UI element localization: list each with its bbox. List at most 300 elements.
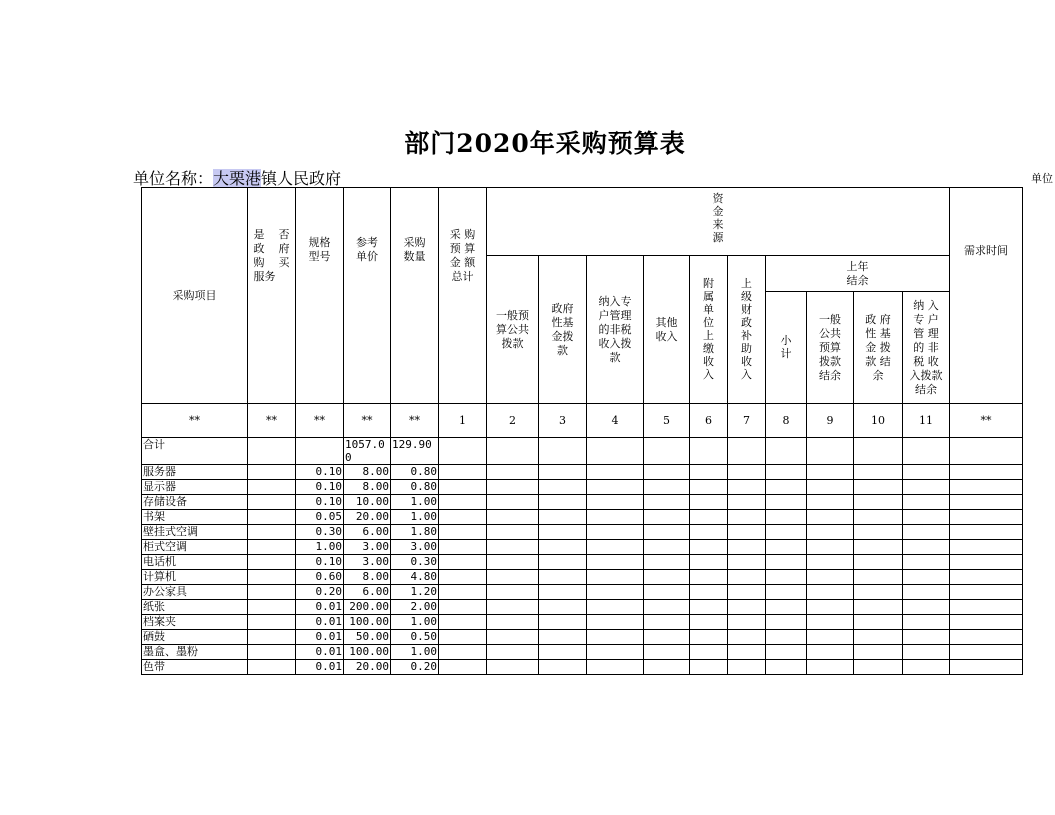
index-cell: 9 — [807, 404, 854, 438]
cell-item: 服务器 — [142, 465, 248, 480]
cell-empty — [587, 495, 644, 510]
cell-empty — [690, 630, 728, 645]
cell-empty — [539, 540, 587, 555]
index-cell: ** — [344, 404, 391, 438]
cell-empty — [903, 480, 950, 495]
cell-quantity: 4.80 — [391, 570, 439, 585]
header-spec: 规格型号 — [296, 188, 344, 404]
cell-quantity: 1.20 — [391, 585, 439, 600]
header-non-tax: 纳入专户管理的非税收入拨款 — [587, 256, 644, 404]
cell-empty — [766, 510, 807, 525]
cell-empty — [644, 615, 690, 630]
currency-unit-label: 单位 — [1031, 172, 1053, 185]
cell-empty — [854, 615, 903, 630]
procurement-budget-table — [141, 187, 1023, 675]
cell-spec: 0.01 — [296, 645, 344, 660]
cell-empty — [644, 585, 690, 600]
cell-quantity: 1.00 — [391, 645, 439, 660]
cell-empty — [439, 630, 487, 645]
index-cell: ** — [142, 404, 248, 438]
cell-empty — [644, 600, 690, 615]
cell-empty — [728, 525, 766, 540]
cell-empty — [439, 615, 487, 630]
cell-empty — [539, 570, 587, 585]
cell-empty — [854, 465, 903, 480]
table-row — [142, 585, 1023, 600]
table-row — [142, 540, 1023, 555]
header-superior-subsidy: 上级财政补助收入 — [728, 256, 766, 404]
cell-empty — [807, 630, 854, 645]
cell-empty — [690, 585, 728, 600]
cell-empty — [539, 438, 587, 465]
cell-empty — [539, 510, 587, 525]
header-funding-source: 资金来源 — [487, 188, 950, 256]
cell-empty — [903, 600, 950, 615]
cell-empty — [950, 600, 1023, 615]
cell-empty — [728, 600, 766, 615]
cell-empty — [487, 570, 539, 585]
cell-empty — [690, 480, 728, 495]
header-unit-price: 参考单价 — [344, 188, 391, 404]
cell-empty — [950, 480, 1023, 495]
cell-unit-price: 50.00 — [344, 630, 391, 645]
cell-empty — [644, 510, 690, 525]
cell-empty — [539, 480, 587, 495]
cell-empty — [487, 585, 539, 600]
index-cell: ** — [950, 404, 1023, 438]
index-cell: 2 — [487, 404, 539, 438]
cell-empty — [487, 645, 539, 660]
cell-empty — [487, 510, 539, 525]
cell-unit-price: 20.00 — [344, 660, 391, 675]
cell-empty — [587, 660, 644, 675]
cell-unit-price: 100.00 — [344, 615, 391, 630]
cell-empty — [690, 570, 728, 585]
cell-empty — [439, 465, 487, 480]
cell-empty — [854, 585, 903, 600]
cell-item: 合计 — [142, 438, 248, 465]
index-cell: 8 — [766, 404, 807, 438]
cell-item: 硒鼓 — [142, 630, 248, 645]
cell-empty — [950, 525, 1023, 540]
cell-empty — [539, 465, 587, 480]
index-cell: ** — [248, 404, 296, 438]
index-cell: 1 — [439, 404, 487, 438]
cell-empty — [587, 645, 644, 660]
cell-item: 柜式空调 — [142, 540, 248, 555]
cell-empty — [728, 555, 766, 570]
cell-empty — [439, 555, 487, 570]
cell-empty — [690, 495, 728, 510]
cell-empty — [539, 645, 587, 660]
cell-empty — [728, 480, 766, 495]
cell-empty — [690, 600, 728, 615]
cell-empty — [903, 510, 950, 525]
cell-empty — [854, 600, 903, 615]
cell-unit-price: 6.00 — [344, 525, 391, 540]
cell-empty — [644, 495, 690, 510]
cell-empty — [903, 438, 950, 465]
cell-gov-service — [248, 555, 296, 570]
cell-empty — [587, 465, 644, 480]
cell-empty — [807, 660, 854, 675]
cell-empty — [690, 510, 728, 525]
cell-empty — [807, 510, 854, 525]
cell-item: 色带 — [142, 660, 248, 675]
cell-empty — [950, 615, 1023, 630]
index-cell: 6 — [690, 404, 728, 438]
cell-empty — [644, 465, 690, 480]
cell-spec: 0.01 — [296, 630, 344, 645]
cell-empty — [439, 570, 487, 585]
cell-empty — [487, 615, 539, 630]
table-row — [142, 555, 1023, 570]
cell-gov-service — [248, 660, 296, 675]
cell-quantity: 3.00 — [391, 540, 439, 555]
cell-gov-service — [248, 495, 296, 510]
cell-empty — [439, 438, 487, 465]
cell-empty — [487, 495, 539, 510]
table-row — [142, 495, 1023, 510]
cell-empty — [690, 615, 728, 630]
cell-empty — [539, 585, 587, 600]
cell-empty — [487, 630, 539, 645]
cell-empty — [587, 480, 644, 495]
cell-empty — [766, 525, 807, 540]
cell-empty — [728, 585, 766, 600]
cell-empty — [766, 495, 807, 510]
cell-empty — [487, 465, 539, 480]
cell-quantity: 1.80 — [391, 525, 439, 540]
cell-empty — [854, 495, 903, 510]
cell-empty — [539, 495, 587, 510]
cell-spec: 0.01 — [296, 600, 344, 615]
cell-unit-price: 8.00 — [344, 465, 391, 480]
cell-empty — [644, 570, 690, 585]
cell-empty — [728, 438, 766, 465]
cell-empty — [690, 438, 728, 465]
cell-item: 存储设备 — [142, 495, 248, 510]
table-row — [142, 525, 1023, 540]
cell-empty — [854, 525, 903, 540]
cell-empty — [854, 645, 903, 660]
cell-empty — [487, 555, 539, 570]
cell-empty — [766, 480, 807, 495]
cell-unit-price: 20.00 — [344, 510, 391, 525]
cell-empty — [644, 660, 690, 675]
cell-empty — [854, 630, 903, 645]
cell-gov-service — [248, 480, 296, 495]
cell-empty — [807, 585, 854, 600]
cell-spec: 0.10 — [296, 480, 344, 495]
cell-empty — [587, 555, 644, 570]
cell-empty — [854, 540, 903, 555]
index-cell: 7 — [728, 404, 766, 438]
cell-quantity: 0.20 — [391, 660, 439, 675]
cell-empty — [439, 480, 487, 495]
cell-empty — [807, 555, 854, 570]
cell-quantity: 1.00 — [391, 495, 439, 510]
index-cell: 10 — [854, 404, 903, 438]
cell-gov-service — [248, 600, 296, 615]
cell-empty — [766, 630, 807, 645]
cell-item: 计算机 — [142, 570, 248, 585]
cell-quantity: 0.80 — [391, 480, 439, 495]
cell-empty — [807, 495, 854, 510]
cell-unit-price: 3.00 — [344, 540, 391, 555]
cell-unit-price: 8.00 — [344, 480, 391, 495]
table-row — [142, 465, 1023, 480]
cell-empty — [728, 660, 766, 675]
cell-unit-price: 1057.00 — [344, 438, 391, 465]
cell-spec — [296, 438, 344, 465]
cell-empty — [487, 438, 539, 465]
cell-empty — [766, 540, 807, 555]
cell-empty — [439, 660, 487, 675]
cell-empty — [728, 510, 766, 525]
header-prior-general: 一般公共预算拨款结余 — [807, 292, 854, 404]
cell-spec: 0.10 — [296, 555, 344, 570]
cell-empty — [766, 645, 807, 660]
cell-empty — [644, 438, 690, 465]
cell-empty — [950, 585, 1023, 600]
cell-empty — [766, 585, 807, 600]
cell-unit-price: 6.00 — [344, 585, 391, 600]
cell-unit-price: 3.00 — [344, 555, 391, 570]
cell-empty — [766, 438, 807, 465]
cell-empty — [950, 540, 1023, 555]
cell-empty — [807, 540, 854, 555]
cell-item: 档案夹 — [142, 615, 248, 630]
table-row — [142, 615, 1023, 630]
cell-empty — [950, 555, 1023, 570]
cell-gov-service — [248, 645, 296, 660]
cell-empty — [854, 555, 903, 570]
cell-empty — [903, 630, 950, 645]
header-item: 采购项目 — [142, 188, 248, 404]
table-row — [142, 645, 1023, 660]
cell-quantity: 0.80 — [391, 465, 439, 480]
cell-gov-service — [248, 585, 296, 600]
cell-empty — [539, 555, 587, 570]
cell-empty — [903, 660, 950, 675]
unit-name-highlighted[interactable]: 大栗港 — [213, 169, 262, 188]
cell-quantity: 1.00 — [391, 615, 439, 630]
header-demand-time: 需求时间 — [950, 188, 1023, 404]
cell-gov-service — [248, 540, 296, 555]
cell-empty — [903, 555, 950, 570]
cell-empty — [728, 465, 766, 480]
table-row — [142, 480, 1023, 495]
table-row — [142, 570, 1023, 585]
cell-empty — [903, 540, 950, 555]
cell-gov-service — [248, 630, 296, 645]
cell-empty — [539, 660, 587, 675]
cell-empty — [728, 495, 766, 510]
cell-gov-service — [248, 570, 296, 585]
cell-empty — [807, 480, 854, 495]
cell-quantity: 0.50 — [391, 630, 439, 645]
index-cell: 4 — [587, 404, 644, 438]
cell-empty — [854, 570, 903, 585]
cell-empty — [903, 645, 950, 660]
cell-empty — [487, 480, 539, 495]
header-prior-gov-fund: 政 府 性 基 金 拨 款 结 余 — [854, 292, 903, 404]
cell-item: 纸张 — [142, 600, 248, 615]
header-quantity: 采购数量 — [391, 188, 439, 404]
cell-quantity: 129.90 — [391, 438, 439, 465]
cell-item: 书架 — [142, 510, 248, 525]
cell-unit-price: 200.00 — [344, 600, 391, 615]
cell-empty — [903, 585, 950, 600]
cell-empty — [439, 645, 487, 660]
cell-item: 壁挂式空调 — [142, 525, 248, 540]
cell-empty — [690, 465, 728, 480]
index-cell: 11 — [903, 404, 950, 438]
cell-empty — [728, 630, 766, 645]
cell-empty — [807, 600, 854, 615]
cell-item: 办公家具 — [142, 585, 248, 600]
cell-quantity: 2.00 — [391, 600, 439, 615]
index-cell: ** — [296, 404, 344, 438]
table-row — [142, 630, 1023, 645]
cell-empty — [950, 645, 1023, 660]
header-prior-non-tax: 纳 入 专 户 管 理 的 非 税 收 入拨款结余 — [903, 292, 950, 404]
index-cell: 5 — [644, 404, 690, 438]
cell-empty — [587, 615, 644, 630]
table-row — [142, 660, 1023, 675]
cell-empty — [644, 645, 690, 660]
cell-empty — [903, 615, 950, 630]
cell-empty — [587, 525, 644, 540]
total-row — [142, 438, 1023, 465]
cell-spec: 0.01 — [296, 660, 344, 675]
cell-empty — [766, 615, 807, 630]
unit-label: 单位名称： — [133, 169, 214, 188]
cell-spec: 0.60 — [296, 570, 344, 585]
cell-empty — [439, 510, 487, 525]
cell-empty — [854, 660, 903, 675]
cell-empty — [587, 630, 644, 645]
cell-empty — [487, 540, 539, 555]
cell-empty — [903, 525, 950, 540]
cell-empty — [807, 438, 854, 465]
cell-empty — [439, 540, 487, 555]
cell-empty — [950, 465, 1023, 480]
cell-empty — [903, 495, 950, 510]
cell-empty — [728, 540, 766, 555]
cell-empty — [587, 438, 644, 465]
cell-spec: 0.10 — [296, 465, 344, 480]
cell-gov-service — [248, 510, 296, 525]
cell-quantity: 0.30 — [391, 555, 439, 570]
cell-empty — [950, 495, 1023, 510]
cell-unit-price: 10.00 — [344, 495, 391, 510]
cell-unit-price: 8.00 — [344, 570, 391, 585]
cell-empty — [690, 540, 728, 555]
cell-empty — [644, 525, 690, 540]
cell-item: 电话机 — [142, 555, 248, 570]
cell-empty — [903, 465, 950, 480]
cell-spec: 0.20 — [296, 585, 344, 600]
cell-empty — [766, 555, 807, 570]
cell-empty — [439, 585, 487, 600]
cell-empty — [950, 438, 1023, 465]
cell-empty — [766, 600, 807, 615]
cell-empty — [690, 660, 728, 675]
cell-empty — [587, 570, 644, 585]
cell-empty — [766, 660, 807, 675]
table-row — [142, 510, 1023, 525]
cell-quantity: 1.00 — [391, 510, 439, 525]
cell-empty — [644, 555, 690, 570]
cell-spec: 0.01 — [296, 615, 344, 630]
cell-item: 显示器 — [142, 480, 248, 495]
unit-name-rest: 镇人民政府 — [261, 169, 342, 188]
cell-empty — [854, 480, 903, 495]
header-subtotal: 小计 — [766, 292, 807, 404]
cell-empty — [807, 615, 854, 630]
cell-gov-service — [248, 525, 296, 540]
cell-gov-service — [248, 438, 296, 465]
cell-empty — [587, 585, 644, 600]
index-cell: ** — [391, 404, 439, 438]
cell-empty — [644, 480, 690, 495]
cell-empty — [539, 615, 587, 630]
header-subordinate: 附属单位上缴收入 — [690, 256, 728, 404]
cell-empty — [854, 438, 903, 465]
header-is-gov-service: 是 否 政 府 购 买 服务 — [248, 188, 296, 404]
cell-spec: 0.10 — [296, 495, 344, 510]
cell-empty — [587, 540, 644, 555]
cell-empty — [690, 525, 728, 540]
cell-empty — [439, 525, 487, 540]
cell-empty — [728, 645, 766, 660]
header-total-budget: 采 购 预 算 金 额 总计 — [439, 188, 487, 404]
cell-empty — [807, 525, 854, 540]
cell-empty — [487, 600, 539, 615]
cell-empty — [644, 540, 690, 555]
cell-empty — [854, 510, 903, 525]
cell-empty — [587, 600, 644, 615]
cell-empty — [587, 510, 644, 525]
cell-empty — [807, 570, 854, 585]
cell-empty — [728, 570, 766, 585]
cell-empty — [690, 645, 728, 660]
cell-empty — [728, 615, 766, 630]
cell-empty — [439, 495, 487, 510]
header-other-income: 其他收入 — [644, 256, 690, 404]
cell-empty — [644, 630, 690, 645]
cell-empty — [766, 465, 807, 480]
header-general-budget: 一般预算公共拨款 — [487, 256, 539, 404]
cell-unit-price: 100.00 — [344, 645, 391, 660]
cell-empty — [950, 570, 1023, 585]
page-title: 部门2020年采购预算表 — [404, 129, 686, 158]
cell-empty — [950, 630, 1023, 645]
cell-empty — [807, 465, 854, 480]
cell-gov-service — [248, 615, 296, 630]
header-prior-year: 上年结余 — [766, 256, 950, 292]
cell-empty — [539, 630, 587, 645]
unit-name-line — [133, 166, 341, 189]
cell-spec: 0.05 — [296, 510, 344, 525]
index-cell: 3 — [539, 404, 587, 438]
cell-empty — [487, 660, 539, 675]
cell-empty — [539, 600, 587, 615]
cell-empty — [766, 570, 807, 585]
cell-spec: 0.30 — [296, 525, 344, 540]
